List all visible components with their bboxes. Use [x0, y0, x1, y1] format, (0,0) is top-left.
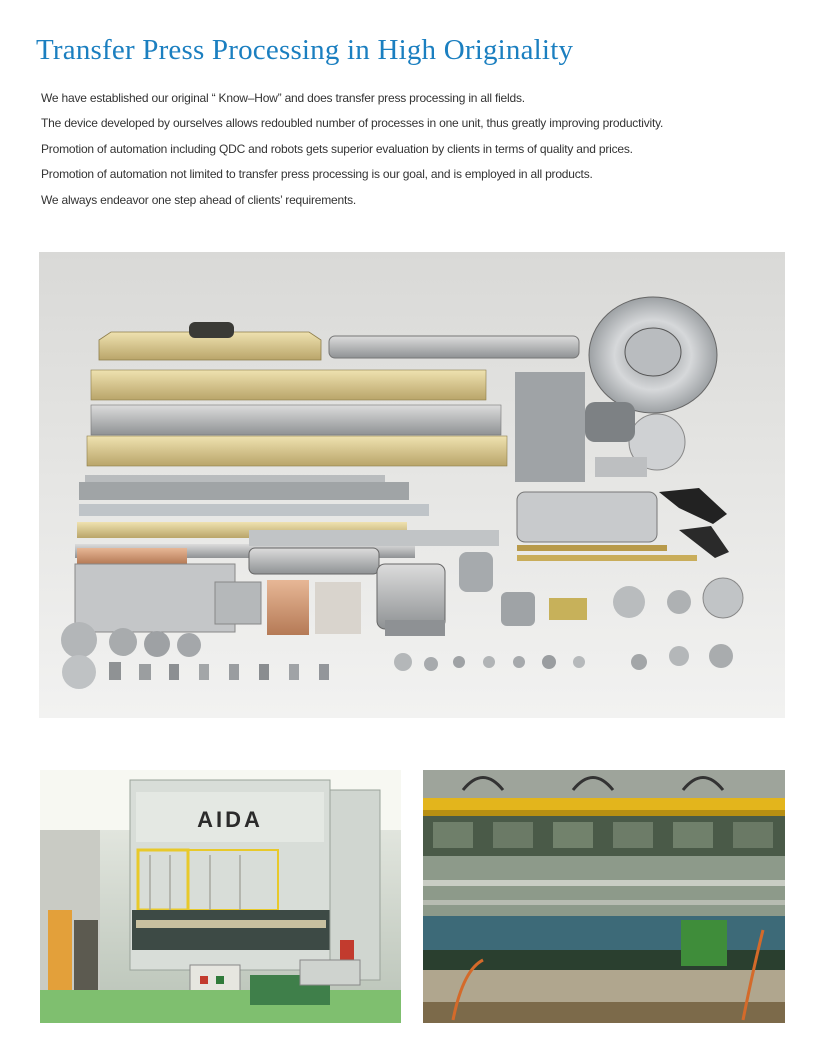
press-brand-lettering: AIDA: [197, 807, 263, 832]
transfer-line-photo: [423, 770, 785, 1023]
intro-paragraph: [41, 86, 801, 213]
press-machine-photo: [40, 770, 401, 1023]
page-title: Transfer Press Processing in High Originality: [36, 34, 574, 66]
intro-line: We always endeavor one step ahead of clients’ requirements.: [41, 192, 357, 207]
intro-line: We have established our original “ Know–How” and does transfer press processing in all fields.: [41, 91, 525, 105]
pressed-parts-photo: [39, 252, 785, 718]
intro-line: The device developed by ourselves allows redoubled number of processes in one unit, thus greatly improving productivity.: [41, 116, 664, 131]
intro-line: Promotion of automation including QDC and robots gets superior evaluation by clients in terms of quality and prices.: [41, 141, 633, 156]
intro-line: Promotion of automation not limited to transfer press processing is our goal, and is employed in all products.: [41, 167, 593, 182]
